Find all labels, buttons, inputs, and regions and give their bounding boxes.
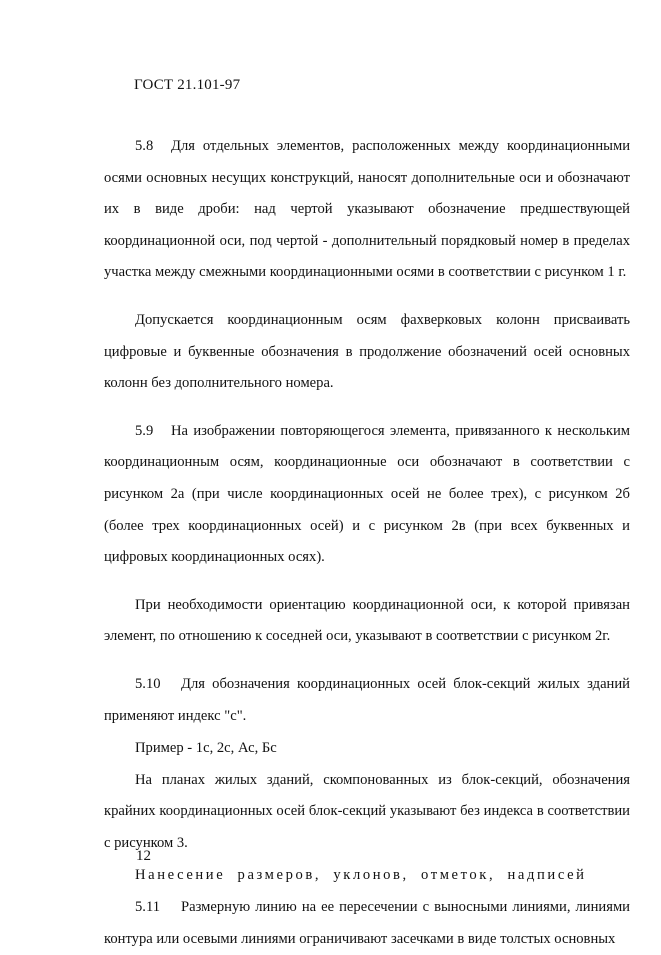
clause-number: 5.11 (135, 899, 160, 916)
paragraph-text: Для обозначения координационных осей блок-секций жилых зданий применяют индекс "с". (104, 675, 630, 724)
paragraph-5-9-cont (104, 590, 630, 653)
paragraph-5-10 (104, 669, 630, 732)
paragraph-text: Допускается координационным осям фахверковых колонн присваивать цифровые и буквенные обозначения в продолжение обозначений осей основных колонн без дополнительного номера. (104, 311, 630, 392)
paragraph-text: При необходимости ориентацию координационной оси, к которой привязан элемент, по отношению к соседней оси, указывают в соответствии с рисунком 2г. (104, 596, 630, 645)
clause-number: 5.8 (135, 138, 154, 154)
page-number: 12 (136, 848, 151, 864)
paragraph-5-10-cont (104, 765, 630, 860)
paragraph-text: На планах жилых зданий, скомпонованных из блок-секций, обозначения крайних координационных осей блок-секций указывают без индекса в соответствии с рисунком 3. (104, 771, 630, 851)
paragraph-text: Для отдельных элементов, расположенных между координационными осями основных несущих конструкций, наносят дополнительные оси и обозначают их в виде дроби: над чертой указывают обозначение предшествующей координационной оси, под чертой - дополнительный порядковый номер в пределах участка между смежными координационными осями в соответствии с рисунком 1 г. (104, 138, 630, 281)
example-line: Пример - 1с, 2с, Ас, Бс (135, 740, 277, 757)
paragraph-5-8-cont (104, 305, 630, 400)
section-heading: Нанесение размеров, уклонов, отметок, надписей (135, 867, 587, 884)
body-text (104, 131, 630, 955)
paragraph-5-8 (104, 131, 630, 289)
document-code-header: ГОСТ 21.101-97 (134, 77, 241, 93)
paragraph-5-9 (104, 416, 630, 574)
clause-number: 5.9 (135, 422, 154, 439)
clause-number: 5.10 (135, 675, 161, 692)
paragraph-text: Размерную линию на ее пересечении с выносными линиями, линиями контура или осевыми линиями ограничивают засечками в виде толстых основных (104, 899, 630, 947)
paragraph-5-11 (104, 892, 630, 955)
paragraph-text: На изображении повторяющегося элемента, привязанного к нескольким координационным осям, координационные оси обозначают в соответствии с рисунком 2а (при числе координационных осей не более трех), с рисунком 2б (более трех координационных осей) и с рисунком 2в (при всех буквенных и цифровых координационных осях). (104, 422, 630, 566)
